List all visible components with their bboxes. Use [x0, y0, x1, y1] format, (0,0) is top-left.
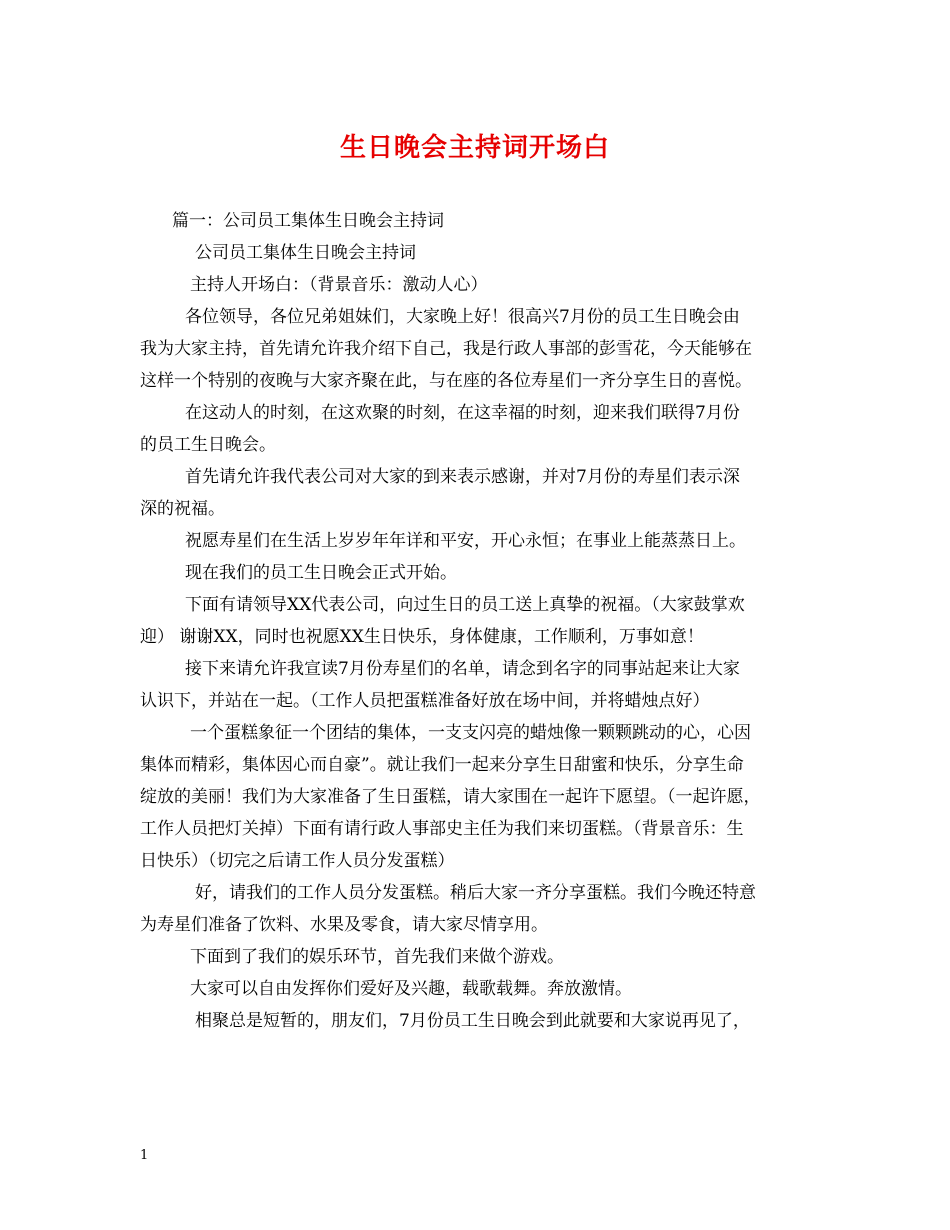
- text-line: 在这动人的时刻，在这欢聚的时刻，在这幸福的时刻，迎来我们联得7月份: [185, 403, 740, 423]
- text-line: 主持人开场白：（背景音乐：激动人心）: [190, 275, 488, 295]
- text-line: 认识下，并站在一起。（工作人员把蛋糕准备好放在场中间，并将蜡烛点好）: [140, 691, 710, 711]
- text-line: 的员工生日晚会。: [140, 435, 276, 455]
- text-line: 篇一：公司员工集体生日晚会主持词: [172, 211, 444, 231]
- text-line: 为寿星们准备了饮料、水果及零食，请大家尽情享用。: [140, 915, 548, 935]
- text-line: 绽放的美丽！我们为大家准备了生日蛋糕，请大家围在一起许下愿望。（一起许愿，: [140, 787, 761, 807]
- page-number: 1: [140, 1148, 149, 1163]
- document-body: [140, 205, 830, 1037]
- text-line: 大家可以自由发挥你们爱好及兴趣，载歌载舞。奔放激情。: [190, 979, 632, 999]
- text-line: 接下来请允许我宣读7月份寿星们的名单，请念到名字的同事站起来让大家: [185, 659, 740, 679]
- text-line: 好，请我们的工作人员分发蛋糕。稍后大家一齐分享蛋糕。我们今晚还特意: [195, 883, 756, 903]
- text-line: 下面有请领导XX代表公司，向过生日的员工送上真挚的祝福。（大家鼓掌欢: [185, 595, 745, 615]
- text-line: 首先请允许我代表公司对大家的到来表示感谢，并对7月份的寿星们表示深: [185, 467, 740, 487]
- text-line: 相聚总是短暂的，朋友们，7月份员工生日晚会到此就要和大家说再见了，: [195, 1011, 750, 1031]
- text-line: 日快乐）（切完之后请工作人员分发蛋糕）: [140, 851, 455, 871]
- text-line: 祝愿寿星们在生活上岁岁年年详和平安，开心永恒；在事业上能蒸蒸日上。: [185, 531, 746, 551]
- text-line: 现在我们的员工生日晚会正式开始。: [185, 563, 457, 583]
- text-line: 下面到了我们的娱乐环节，首先我们来做个游戏。: [190, 947, 564, 967]
- text-line: 我为大家主持，首先请允许我介绍下自己，我是行政人事部的彭雪花，今天能够在: [140, 339, 752, 359]
- text-line: 各位领导，各位兄弟姐妹们，大家晚上好！很高兴7月份的员工生日晚会由: [185, 307, 740, 327]
- text-line: 深的祝福。: [140, 499, 225, 519]
- text-line: 一个蛋糕象征一个团结的集体，一支支闪亮的蜡烛像一颗颗跳动的心，心因: [190, 723, 751, 743]
- text-line: 这样一个特别的夜晚与大家齐聚在此，与在座的各位寿星们一齐分享生日的喜悦。: [140, 371, 752, 391]
- text-line: 工作人员把灯关掉）下面有请行政人事部史主任为我们来切蛋糕。（背景音乐：生: [140, 819, 744, 839]
- text-line: 迎） 谢谢XX，同时也祝愿XX生日快乐，身体健康，工作顺利，万事如意！: [140, 627, 704, 647]
- text-line: 集体而精彩，集体因心而自豪”。就让我们一起来分享生日甜蜜和快乐，分享生命: [140, 755, 744, 775]
- document-title: 生日晚会主持词开场白: [339, 133, 610, 163]
- text-line: 公司员工集体生日晚会主持词: [195, 243, 416, 263]
